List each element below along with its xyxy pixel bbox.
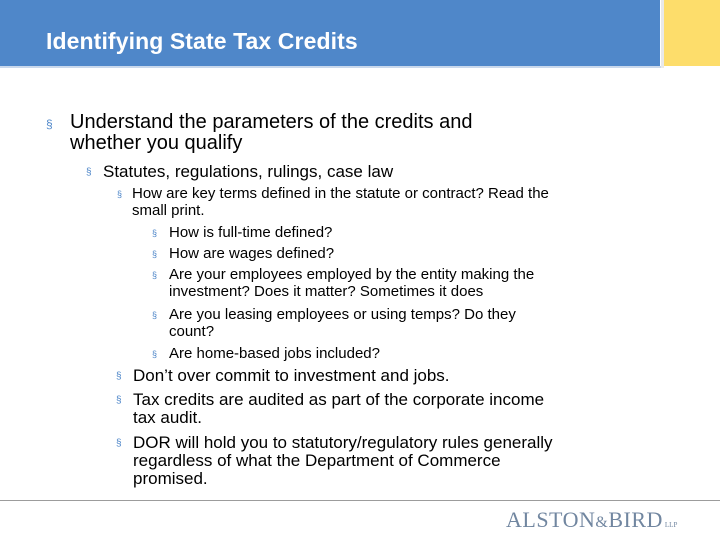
bullet-text: How is full-time defined? [169,224,333,241]
bullet-text: DOR will hold you to statutory/regulatory rules generally regardless of what the Department of Commerce promised. [133,433,553,489]
bullet-text: Tax credits are audited as part of the corporate income tax audit. [133,390,545,428]
bullet-marker: § [152,310,158,320]
bullet-item [117,186,549,220]
bullet-text: Are your employees employed by the entity making the investment? Does it matter? Sometimes it does [169,266,535,300]
bullet-item [116,434,553,488]
bullet-text: Are home-based jobs included? [169,345,380,362]
bullet-item [116,367,450,385]
bullet-marker: § [152,349,158,359]
bullet-text: How are key terms defined in the statute or contract? Read the small print. [132,185,549,219]
bullet-item [152,346,380,362]
alston-bird-logo: ALSTON&BIRD LLP [506,507,678,532]
bullet-text: Statutes, regulations, rulings, case law [103,162,394,181]
bullet-item [46,112,472,154]
bullet-marker: § [152,228,158,238]
bullet-marker: § [117,189,123,199]
bullet-text: Are you leasing employees or using temps? Do they count? [169,306,516,340]
bullet-item [86,163,393,181]
footer-divider [0,500,720,501]
bullet-item [152,307,516,341]
bullet-text: How are wages defined? [169,245,335,262]
bullet-text: Understand the parameters of the credits and whether you qualify [70,111,473,155]
bullet-marker: § [152,270,158,280]
bullet-marker: § [86,167,92,178]
bullet-marker: § [116,371,122,382]
bullet-item [152,246,334,262]
bullet-marker: § [46,117,53,131]
bullet-marker: § [116,395,122,406]
bullet-item [116,391,544,427]
bullet-marker: § [152,249,158,259]
bullet-item [152,225,332,241]
bullet-marker: § [116,438,122,449]
slide-title: Identifying State Tax Credits [46,28,358,54]
bullet-item [152,267,534,301]
bullet-text: Don’t over commit to investment and jobs. [133,366,450,385]
